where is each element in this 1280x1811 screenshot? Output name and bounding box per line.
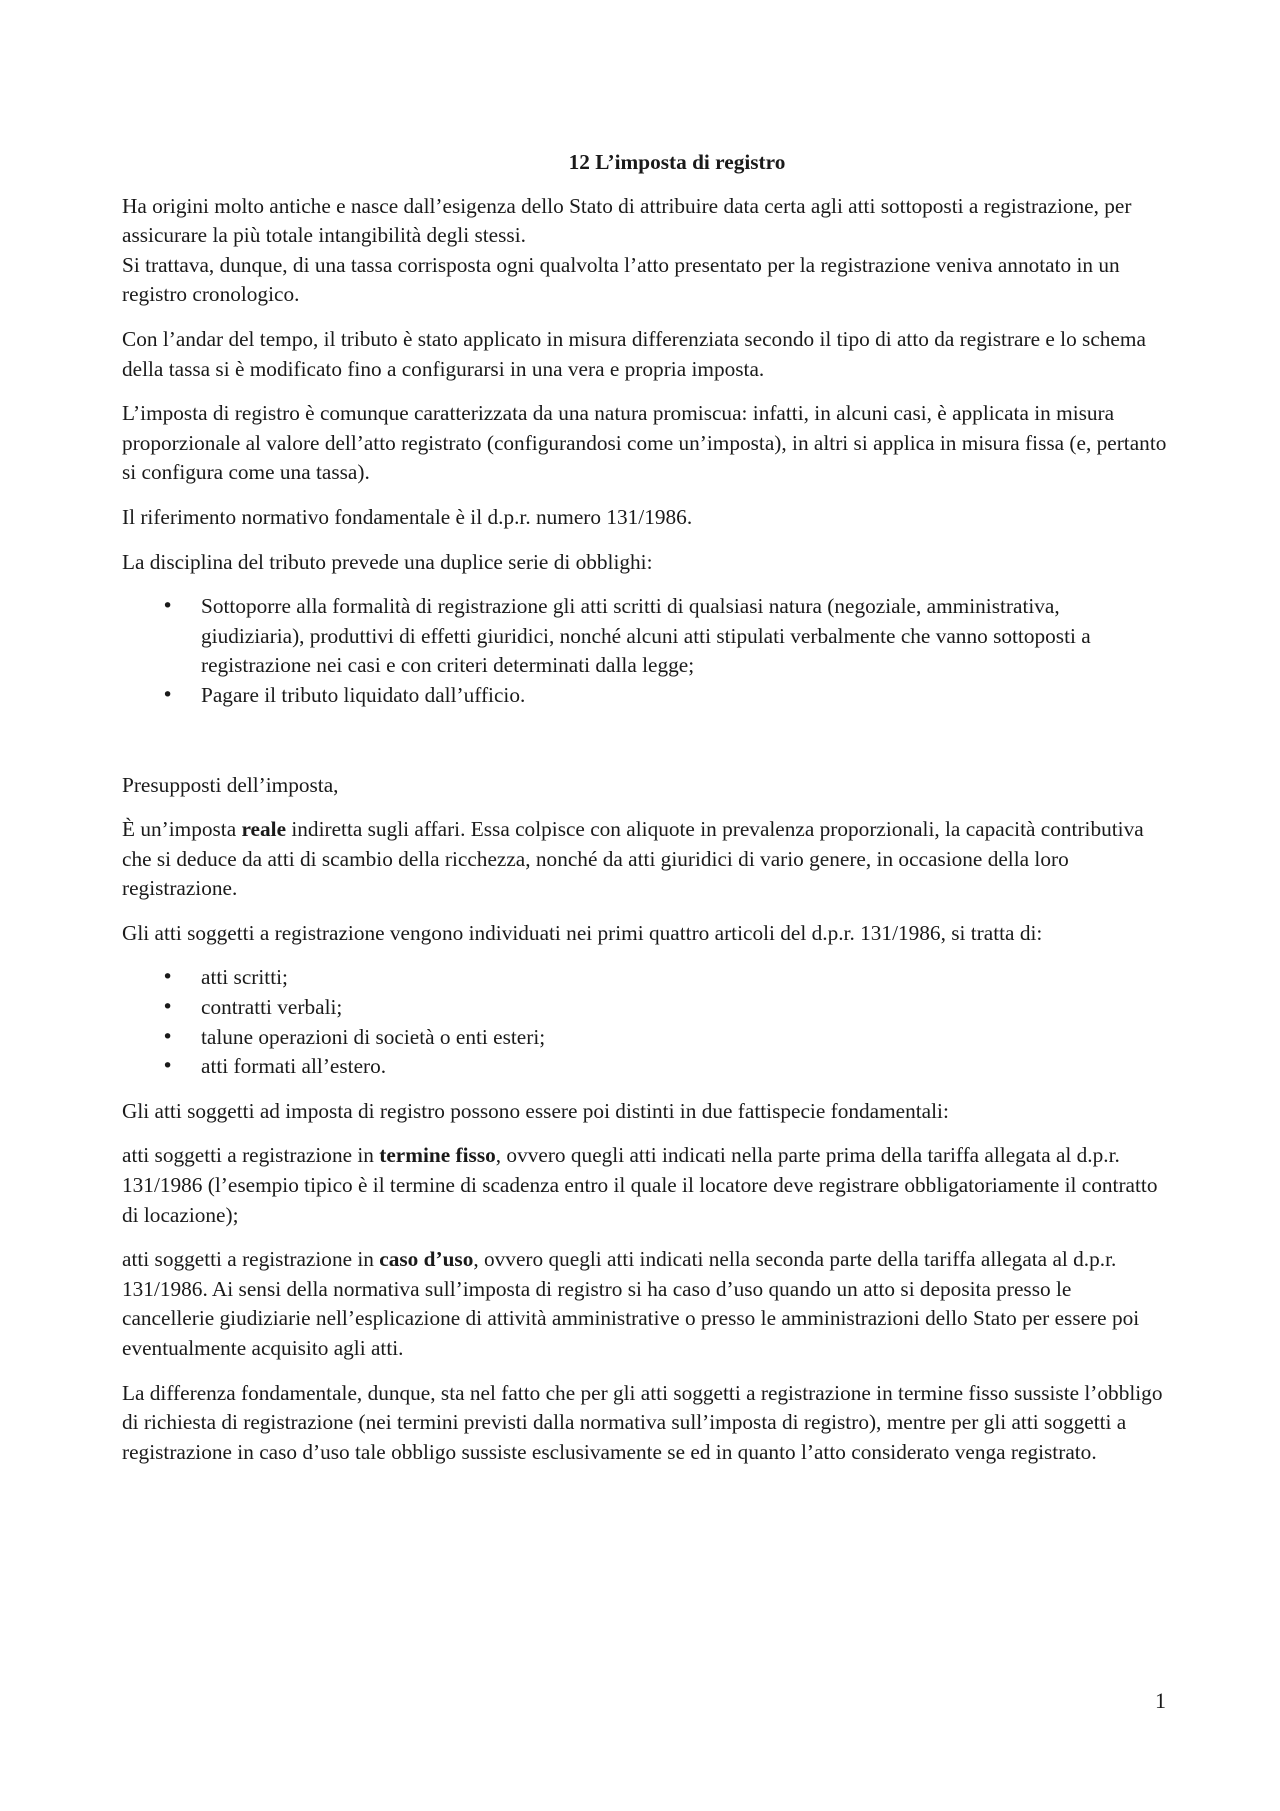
intro-paragraph-5: La disciplina del tributo prevede una duplice serie di obblighi:: [122, 549, 653, 574]
difference-paragraph: La differenza fondamentale, dunque, sta nel fatto che per gli atti soggetti a registrazione in termine fisso sussiste l’obbligo di richiesta di registrazione (nei termini previsti dalla normativa sull’imposta di registro), mentre per gli atti soggetti a registrazione in caso d’uso tale obbligo sussiste esclusivamente se ed in quanto l’atto considerato venga registrato.: [122, 1380, 1163, 1464]
intro-paragraph-2: Con l’andar del tempo, il tributo è stato applicato in misura differenziata secondo il tipo di atto da registrare e lo schema della tassa si è modificato fino a configurarsi in una vera e propria imposta.: [122, 326, 1146, 381]
bold-term-caso-uso: caso d’uso: [379, 1247, 474, 1272]
text-run: indiretta sugli affari. Essa colpisce con aliquote in prevalenza proporzionali, la capacità contributiva che si deduce da atti di scambio della ricchezza, nonché da atti giuridici di vario genere, in occasione della loro registrazione.: [122, 817, 1144, 901]
use-case-paragraph: [122, 1245, 1168, 1363]
text-run: atti soggetti a registrazione in: [122, 1247, 380, 1272]
section-spacer: [122, 726, 1168, 771]
presupposti-heading: Presupposti dell’imposta,: [122, 772, 339, 797]
intro-paragraph-1-line-1: Ha origini molto antiche e nasce dall’esigenza dello Stato di attribuire data certa agli atti sottoposti a registrazione, per assicurare la più totale intangibilità degli stessi.: [122, 193, 1132, 248]
list-item: • Pagare il tributo liquidato dall’ufficio.: [122, 681, 1168, 711]
text-run: , ovvero quegli atti indicati nella parte prima della tariffa allegata al d.p.r. 131/1986 (l’esempio tipico è il termine di scadenza entro il quale il locatore deve registrare obbligatoriamente il contratto di locazione);: [122, 1143, 1158, 1227]
intro-paragraph-4: Il riferimento normativo fondamentale è il d.p.r. numero 131/1986.: [122, 504, 693, 529]
list-item: • Sottoporre alla formalità di registrazione gli atti scritti di qualsiasi natura (negoziale, amministrativa, giudiziaria), produttivi di effetti giuridici, nonché alcuni atti stipulati verbalmente che vanno sottoposti a registrazione nei casi e con criteri determinati dalla legge;: [122, 592, 1168, 681]
intro-paragraph-1-line-2: Si trattava, dunque, di una tassa corrisposta ogni qualvolta l’atto presentato per la registrazione veniva annotato in un registro cronologico.: [122, 252, 1120, 307]
list-item: • contratti verbali;: [122, 993, 1168, 1023]
presupposti-paragraph-1: [122, 815, 1168, 904]
text-run: È un’imposta: [122, 817, 242, 842]
fixed-term-paragraph: [122, 1141, 1168, 1230]
page-title: 12 L’imposta di registro: [568, 150, 786, 174]
presupposti-paragraph-2: Gli atti soggetti a registrazione vengono individuati nei primi quattro articoli del d.p.r. 131/1986, si tratta di:: [122, 920, 1043, 945]
list-item: • atti formati all’estero.: [122, 1052, 1168, 1082]
bold-term-reale: reale: [241, 817, 287, 842]
acts-list: [122, 963, 1168, 1081]
document-page: [122, 148, 1168, 1482]
obligations-list: [122, 592, 1168, 710]
intro-paragraph-1: [122, 192, 1168, 310]
list-item: • atti scritti;: [122, 963, 1168, 993]
text-run: atti soggetti a registrazione in: [122, 1143, 380, 1168]
categories-intro: Gli atti soggetti ad imposta di registro possono essere poi distinti in due fattispecie fondamentali:: [122, 1098, 949, 1123]
list-item: • talune operazioni di società o enti esteri;: [122, 1023, 1168, 1053]
intro-paragraph-3: L’imposta di registro è comunque caratterizzata da una natura promiscua: infatti, in alcuni casi, è applicata in misura proporzionale al valore dell’atto registrato (configurandosi come un’imposta), in altri si applica in misura fissa (e, pertanto si configura come una tassa).: [122, 401, 1167, 485]
page-number: 1: [1155, 1688, 1166, 1713]
bold-term-termine-fisso: termine fisso: [379, 1143, 496, 1168]
text-run: , ovvero quegli atti indicati nella seconda parte della tariffa allegata al d.p.r. 131/1986. Ai sensi della normativa sull’imposta di registro si ha caso d’uso quando un atto si deposita presso le cancellerie giudiziarie nell’esplicazione di attività amministrative o presso le amministrazioni dello Stato per essere poi eventualmente acquisito agli atti.: [122, 1247, 1140, 1360]
